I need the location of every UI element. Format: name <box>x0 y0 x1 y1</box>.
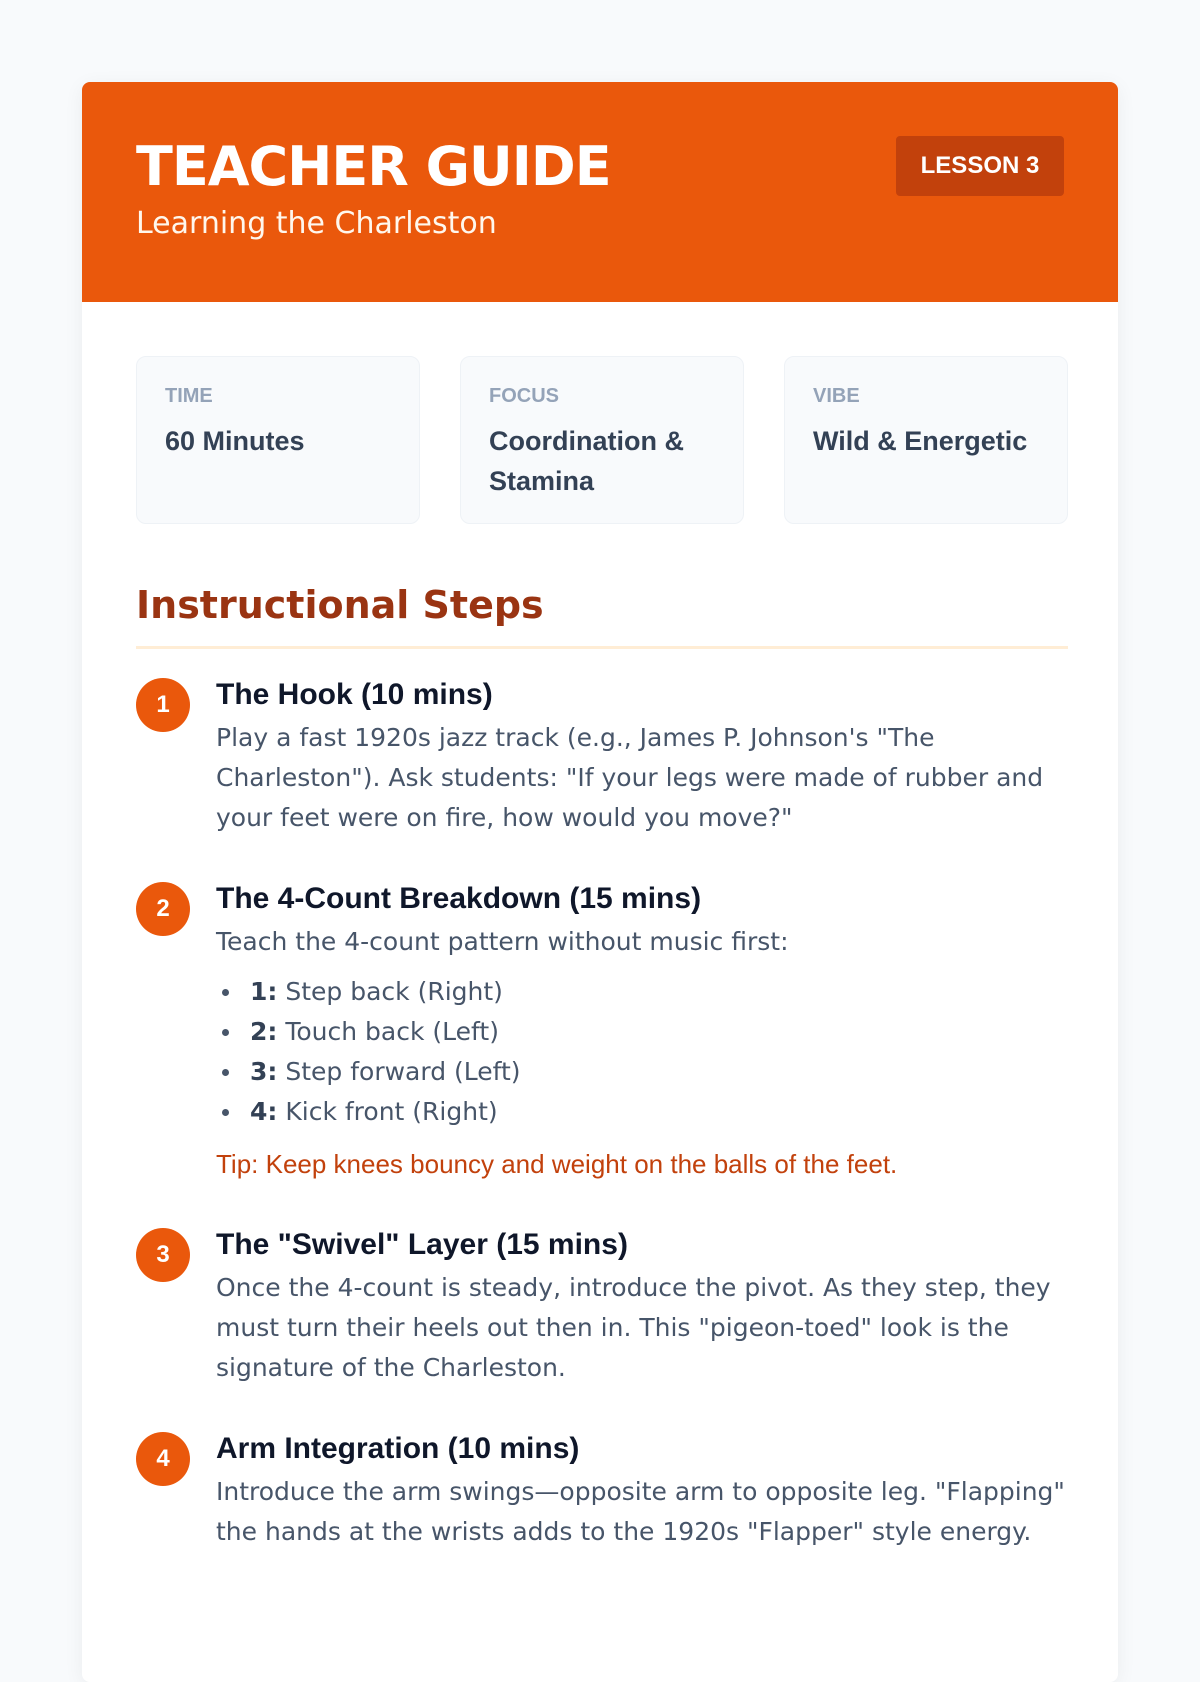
step-1 <box>136 676 1068 838</box>
step-4 <box>136 1430 1068 1552</box>
meta-focus-label: FOCUS <box>489 385 559 407</box>
step-number-badge: 3 <box>136 1228 190 1282</box>
meta-vibe-value: Wild & Energetic <box>813 426 1028 456</box>
page-subtitle: Learning the Charleston <box>136 206 497 241</box>
meta-focus-value: Coordination & Stamina <box>489 426 684 496</box>
section-title: Instructional Steps <box>136 583 544 627</box>
meta-time-value: 60 Minutes <box>165 426 305 456</box>
steps-list <box>136 676 1068 1594</box>
step-2 <box>136 880 1068 1184</box>
step-description: Introduce the arm swings—opposite arm to opposite leg. "Flapping" the hands at the wrists adds to the 1920s "Flapper" style energy. <box>216 1477 1065 1546</box>
step-number-badge: 2 <box>136 882 190 936</box>
step-description: Teach the 4-count pattern without music first: <box>216 927 789 956</box>
count-number: 4: <box>250 1097 278 1126</box>
count-number: 1: <box>250 977 278 1006</box>
count-item <box>216 1092 1068 1132</box>
meta-time-label: TIME <box>165 385 213 407</box>
count-item <box>216 1012 1068 1052</box>
count-number: 2: <box>250 1017 278 1046</box>
page-title: TEACHER GUIDE <box>136 135 611 198</box>
step-number-badge: 4 <box>136 1432 190 1486</box>
teacher-guide-card <box>82 82 1118 1682</box>
lesson-badge: LESSON 3 <box>896 136 1064 196</box>
step-description: Play a fast 1920s jazz track (e.g., James P. Johnson's "The Charleston"). Ask students: "If your legs were made of rubber and your feet were on fire, how would you move?" <box>216 723 1044 832</box>
count-list <box>216 972 1068 1132</box>
meta-vibe <box>784 356 1068 524</box>
guide-header <box>82 82 1118 302</box>
step-title: The Hook (10 mins) <box>216 678 493 711</box>
lesson-meta-row <box>136 356 1068 524</box>
step-description: Once the 4-count is steady, introduce the pivot. As they step, they must turn their heels out then in. This "pigeon-toed" look is the signature of the Charleston. <box>216 1273 1051 1382</box>
count-text: Touch back (Left) <box>285 1017 499 1046</box>
count-text: Step forward (Left) <box>285 1057 521 1086</box>
count-number: 3: <box>250 1057 278 1086</box>
step-3 <box>136 1226 1068 1388</box>
step-title: Arm Integration (10 mins) <box>216 1432 580 1465</box>
tip-text: Tip: Keep knees bouncy and weight on the balls of the feet. <box>216 1149 898 1179</box>
step-number-badge: 1 <box>136 678 190 732</box>
meta-focus <box>460 356 744 524</box>
count-item <box>216 1052 1068 1092</box>
meta-vibe-label: VIBE <box>813 385 860 407</box>
meta-time <box>136 356 420 524</box>
count-text: Step back (Right) <box>285 977 503 1006</box>
section-divider <box>136 646 1068 649</box>
step-title: The "Swivel" Layer (15 mins) <box>216 1228 628 1261</box>
count-text: Kick front (Right) <box>285 1097 498 1126</box>
step-title: The 4-Count Breakdown (15 mins) <box>216 882 702 915</box>
count-item <box>216 972 1068 1012</box>
